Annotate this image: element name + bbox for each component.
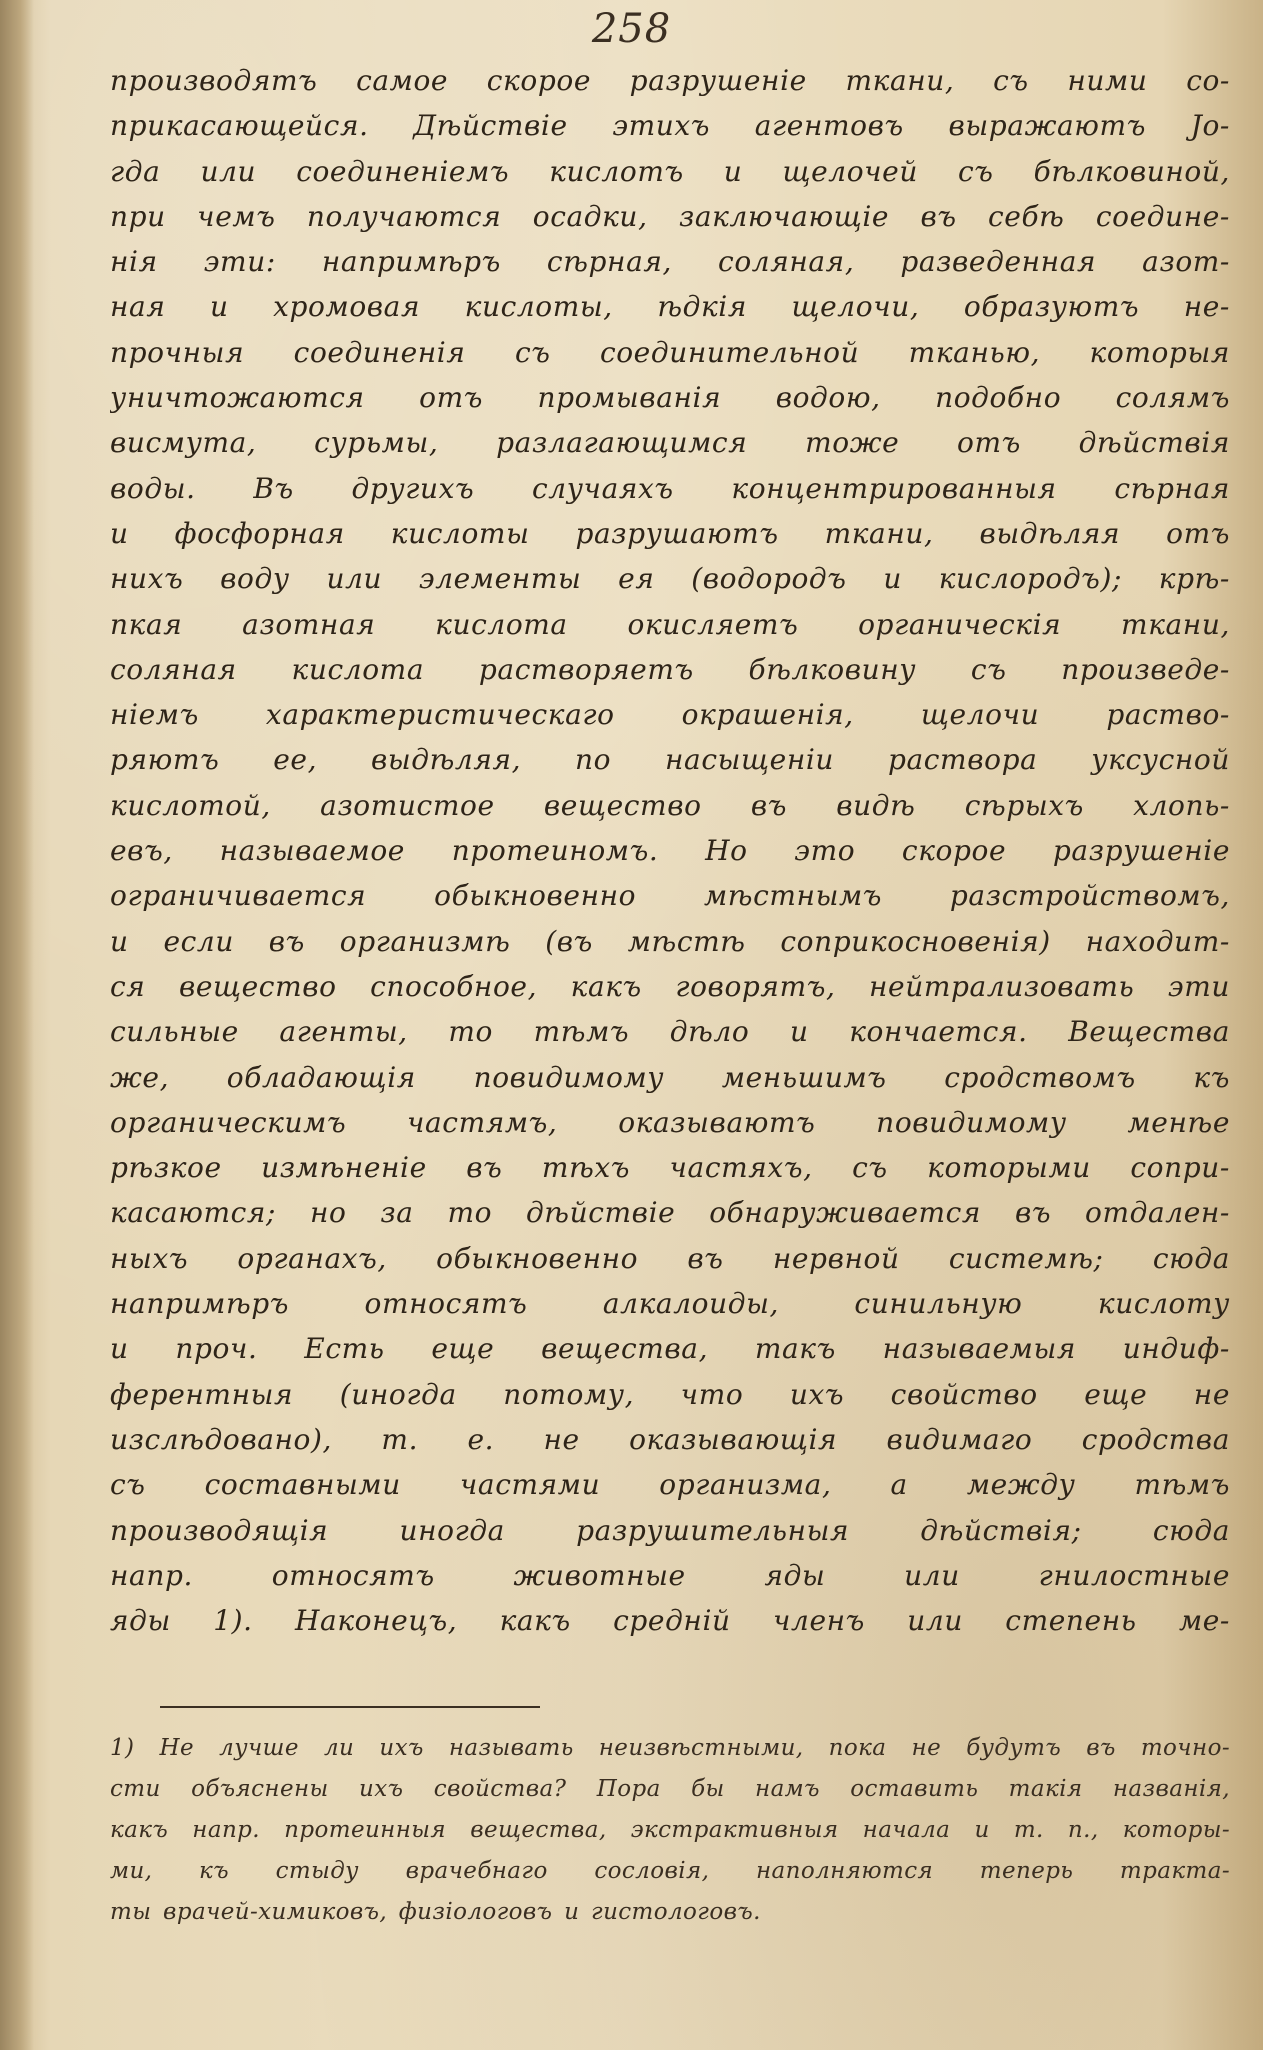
footnote-line: сти объяснены ихъ свойства? Пора бы намъ оставить такія названія,	[110, 1776, 1230, 1802]
text-line: ная и хромовая кислоты, ѣдкія щелочи, образуютъ не-	[110, 290, 1230, 324]
text-line: производятъ самое скорое разрушеніе ткани, съ ними со-	[110, 64, 1230, 97]
text-line: же, обладающія повидимому меньшимъ сродствомъ къ	[110, 1060, 1230, 1094]
text-line: при чемъ получаются осадки, заключающіе въ себѣ соедине-	[110, 199, 1230, 233]
text-line: прочныя соединенія съ соединительной тканью, которыя	[110, 335, 1230, 369]
text-line: воды. Въ другихъ случаяхъ концентрированныя сѣрная	[110, 471, 1230, 505]
footnote-line: ми, къ стыду врачебнаго сословія, наполняются теперь тракта-	[110, 1858, 1230, 1884]
text-line: и проч. Есть еще вещества, такъ называемыя индиф-	[110, 1332, 1230, 1366]
text-line: касаются; но за то дѣйствіе обнаруживается въ отдален-	[110, 1196, 1230, 1230]
text-line: напр. относятъ животные яды или гнилостные	[110, 1558, 1230, 1592]
main-text-block	[110, 58, 1230, 1643]
text-line: и если въ организмѣ (въ мѣстѣ соприкосновенія) находит-	[110, 924, 1230, 958]
page-binding-shadow	[0, 0, 34, 2050]
footnote-line: какъ напр. протеинныя вещества, экстрактивныя начала и т. п., которы-	[110, 1817, 1230, 1843]
text-line: яды 1). Наконецъ, какъ средній членъ или степень ме-	[110, 1604, 1230, 1638]
footnote-divider	[160, 1706, 540, 1708]
text-line: ограничивается обыкновенно мѣстнымъ разстройствомъ,	[110, 879, 1230, 913]
text-line: рѣзкое измѣненіе въ тѣхъ частяхъ, съ которыми сопри-	[110, 1151, 1230, 1185]
text-line: производящія иногда разрушительныя дѣйствія; сюда	[110, 1513, 1230, 1547]
text-line: нія эти: напримѣръ сѣрная, соляная, разведенная азот-	[110, 245, 1230, 279]
text-line: изслѣдовано), т. е. не оказывающія видимаго сродства	[110, 1422, 1230, 1456]
text-line: пкая азотная кислота окисляетъ органическія ткани,	[110, 607, 1230, 641]
text-line: сильные агенты, то тѣмъ дѣло и кончается. Вещества	[110, 1015, 1230, 1049]
footnote-block	[110, 1728, 1230, 1933]
footnote-line: ты врачей-химиковъ, физіологовъ и гистологовъ.	[110, 1899, 761, 1925]
text-line: ніемъ характеристическаго окрашенія, щелочи раство-	[110, 698, 1230, 732]
text-line: съ составными частями организма, а между тѣмъ	[110, 1468, 1230, 1502]
text-line: ферентныя (иногда потому, что ихъ свойство еще не	[110, 1377, 1230, 1411]
text-line: нихъ воду или элементы ея (водородъ и кислородъ); крѣ-	[110, 562, 1230, 596]
text-line: напримѣръ относятъ алкалоиды, синильную кислоту	[110, 1287, 1230, 1321]
text-line: ныхъ органахъ, обыкновенно въ нервной системѣ; сюда	[110, 1241, 1230, 1275]
footnote-line: 1) Не лучше ли ихъ называть неизвѣстными, пока не будутъ въ точно-	[110, 1735, 1230, 1761]
text-line: ряютъ ее, выдѣляя, по насыщеніи раствора уксусной	[110, 743, 1230, 777]
text-line: евъ, называемое протеиномъ. Но это скорое разрушеніе	[110, 834, 1230, 868]
text-line: кислотой, азотистое вещество въ видѣ сѣрыхъ хлопь-	[110, 788, 1230, 822]
text-line: уничтожаются отъ промыванія водою, подобно солямъ	[110, 381, 1230, 415]
text-line: и фосфорная кислоты разрушаютъ ткани, выдѣляя отъ	[110, 516, 1230, 550]
page-number: 258	[591, 6, 672, 52]
text-line: органическимъ частямъ, оказываютъ повидимому менѣе	[110, 1105, 1230, 1139]
text-line: соляная кислота растворяетъ бѣлковину съ произведе-	[110, 652, 1230, 686]
text-line: висмута, сурьмы, разлагающимся тоже отъ дѣйствія	[110, 426, 1230, 460]
text-line: гда или соединеніемъ кислотъ и щелочей съ бѣлковиной,	[110, 154, 1230, 188]
text-line: прикасающейся. Дѣйствіе этихъ агентовъ выражаютъ Јо-	[110, 109, 1230, 143]
text-line: ся вещество способное, какъ говорятъ, нейтрализовать эти	[110, 969, 1230, 1003]
